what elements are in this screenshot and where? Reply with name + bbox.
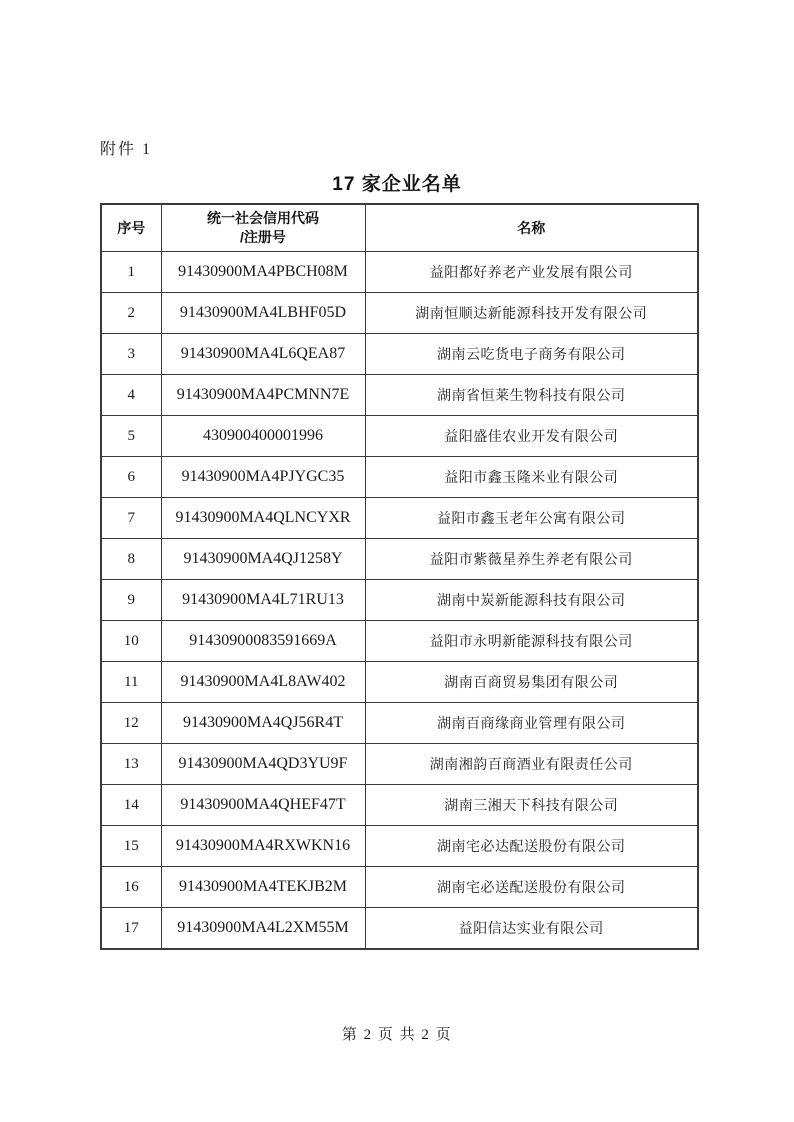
row-number: 2 <box>101 293 161 334</box>
row-code: 91430900MA4QJ56R4T <box>161 703 365 744</box>
row-number: 5 <box>101 416 161 457</box>
row-number: 6 <box>101 457 161 498</box>
row-number: 9 <box>101 580 161 621</box>
row-name: 湖南省恒莱生物科技有限公司 <box>365 375 698 416</box>
row-number: 11 <box>101 662 161 703</box>
row-name: 益阳市紫薇星养生养老有限公司 <box>365 539 698 580</box>
row-number: 12 <box>101 703 161 744</box>
header-code-line2: /注册号 <box>240 229 286 245</box>
row-name: 湖南宅必达配送股份有限公司 <box>365 826 698 867</box>
row-number: 3 <box>101 334 161 375</box>
row-code: 91430900MA4L2XM55M <box>161 908 365 950</box>
page-number-footer: 第 2 页 共 2 页 <box>341 1027 453 1043</box>
table-row <box>101 785 698 826</box>
row-name: 湖南百商缘商业管理有限公司 <box>365 703 698 744</box>
header-cell-code <box>161 204 365 252</box>
table-body <box>101 252 698 950</box>
row-code: 91430900MA4L8AW402 <box>161 662 365 703</box>
row-name: 湖南宅必送配送股份有限公司 <box>365 867 698 908</box>
row-code: 91430900MA4PJYGC35 <box>161 457 365 498</box>
header-cell-name <box>365 204 698 252</box>
row-name: 湖南恒顺达新能源科技开发有限公司 <box>365 293 698 334</box>
row-name: 益阳市鑫玉隆米业有限公司 <box>365 457 698 498</box>
table-row <box>101 662 698 703</box>
row-code: 91430900MA4QHEF47T <box>161 785 365 826</box>
row-code: 91430900MA4L6QEA87 <box>161 334 365 375</box>
table-row <box>101 252 698 293</box>
table-row <box>101 703 698 744</box>
row-number: 13 <box>101 744 161 785</box>
table-row <box>101 826 698 867</box>
table-row <box>101 539 698 580</box>
row-name: 湖南中炭新能源科技有限公司 <box>365 580 698 621</box>
row-name: 益阳市永明新能源科技有限公司 <box>365 621 698 662</box>
row-name: 湖南云吃货电子商务有限公司 <box>365 334 698 375</box>
row-number: 10 <box>101 621 161 662</box>
attachment-label: 附件 1 <box>100 141 153 158</box>
row-name: 湖南百商贸易集团有限公司 <box>365 662 698 703</box>
row-number: 8 <box>101 539 161 580</box>
row-number: 14 <box>101 785 161 826</box>
table-row <box>101 293 698 334</box>
row-code: 91430900083591669A <box>161 621 365 662</box>
row-code: 91430900MA4PBCH08M <box>161 252 365 293</box>
row-code: 91430900MA4QJ1258Y <box>161 539 365 580</box>
row-code: 91430900MA4QD3YU9F <box>161 744 365 785</box>
row-code: 91430900MA4PCMNN7E <box>161 375 365 416</box>
table-header-row <box>101 204 698 252</box>
row-number: 7 <box>101 498 161 539</box>
table-row <box>101 457 698 498</box>
header-code-line1: 统一社会信用代码 <box>207 210 319 227</box>
table-row <box>101 334 698 375</box>
table-row <box>101 621 698 662</box>
row-code: 91430900MA4TEKJB2M <box>161 867 365 908</box>
row-name: 益阳市鑫玉老年公寓有限公司 <box>365 498 698 539</box>
row-name: 湖南湘韵百商酒业有限责任公司 <box>365 744 698 785</box>
row-number: 16 <box>101 867 161 908</box>
header-no-label: 序号 <box>117 219 146 236</box>
table-row <box>101 744 698 785</box>
row-name: 益阳信达实业有限公司 <box>365 908 698 950</box>
row-name: 湖南三湘天下科技有限公司 <box>365 785 698 826</box>
table-row <box>101 867 698 908</box>
row-code: 91430900MA4RXWKN16 <box>161 826 365 867</box>
row-number: 17 <box>101 908 161 950</box>
table-row <box>101 908 698 950</box>
row-code: 430900400001996 <box>161 416 365 457</box>
row-name: 益阳都好养老产业发展有限公司 <box>365 252 698 293</box>
row-number: 15 <box>101 826 161 867</box>
header-cell-no <box>101 204 161 252</box>
table-row <box>101 375 698 416</box>
row-number: 1 <box>101 252 161 293</box>
row-code: 91430900MA4LBHF05D <box>161 293 365 334</box>
row-code: 91430900MA4L71RU13 <box>161 580 365 621</box>
table-row <box>101 416 698 457</box>
row-code: 91430900MA4QLNCYXR <box>161 498 365 539</box>
page-title: 17 家企业名单 <box>332 174 462 195</box>
table-row <box>101 580 698 621</box>
header-name-label: 名称 <box>517 219 546 236</box>
row-name: 益阳盛佳农业开发有限公司 <box>365 416 698 457</box>
table-row <box>101 498 698 539</box>
row-number: 4 <box>101 375 161 416</box>
company-table <box>100 203 699 950</box>
